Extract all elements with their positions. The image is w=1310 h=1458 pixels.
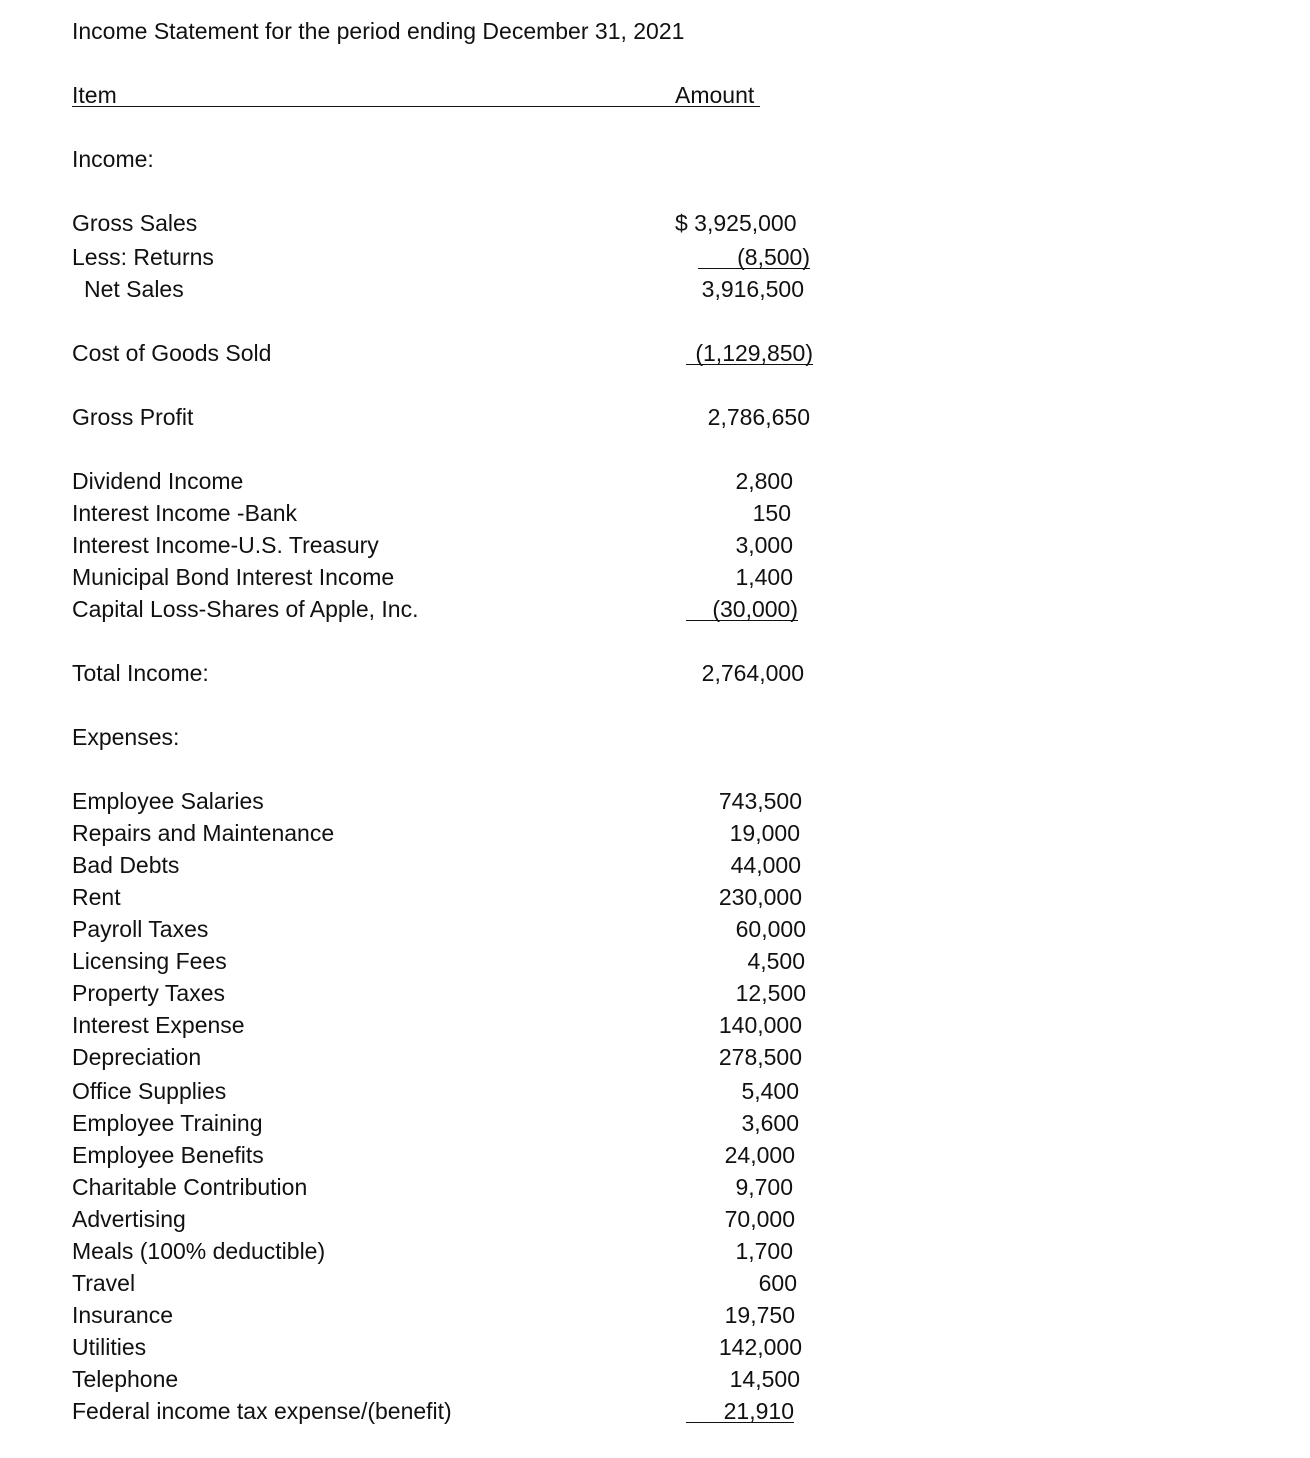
expense-amount: 278,500 <box>718 1044 802 1070</box>
expense-label: Travel <box>72 1270 136 1296</box>
income-section-heading: Income: <box>72 146 154 172</box>
expense-label: Repairs and Maintenance <box>72 820 335 846</box>
other-income-amount: 2,800 <box>735 468 793 494</box>
expense-amount: 5,400 <box>741 1078 799 1104</box>
gross-profit-amount: 2,786,650 <box>707 404 810 430</box>
returns-label: Less: Returns <box>72 244 214 270</box>
page-title: Income Statement for the period ending December 31, 2021 <box>72 18 685 44</box>
other-income-amount: 1,400 <box>735 564 793 590</box>
net-sales-amount: 3,916,500 <box>701 276 804 302</box>
expense-amount: 44,000 <box>730 852 801 878</box>
header-underline <box>72 106 760 107</box>
expense-amount: 1,700 <box>735 1238 793 1264</box>
expense-amount: 60,000 <box>735 916 806 942</box>
expense-label: Charitable Contribution <box>72 1174 308 1200</box>
expense-amount: 743,500 <box>718 788 802 814</box>
expense-amount: 21,910 <box>723 1398 794 1424</box>
expense-label: Payroll Taxes <box>72 916 209 942</box>
expense-label: Advertising <box>72 1206 186 1232</box>
gross-sales-amount: $ 3,925,000 <box>675 210 797 236</box>
amount-column-header: Amount <box>675 82 755 108</box>
total-income-label: Total Income: <box>72 660 209 686</box>
expense-label: Meals (100% deductible) <box>72 1238 326 1264</box>
expense-amount: 140,000 <box>718 1012 802 1038</box>
other-income-label: Municipal Bond Interest Income <box>72 564 395 590</box>
expense-amount: 142,000 <box>718 1334 802 1360</box>
other-income-amount: (30,000) <box>712 596 798 622</box>
expense-label: Depreciation <box>72 1044 202 1070</box>
expense-label: Insurance <box>72 1302 174 1328</box>
expense-label: Property Taxes <box>72 980 225 1006</box>
expenses-underline <box>686 1422 794 1423</box>
other-income-label: Interest Income -Bank <box>72 500 297 526</box>
gross-sales-label: Gross Sales <box>72 210 198 236</box>
cogs-amount: (1,129,850) <box>695 340 813 366</box>
expense-label: Office Supplies <box>72 1078 227 1104</box>
expense-amount: 12,500 <box>735 980 806 1006</box>
expense-label: Interest Expense <box>72 1012 245 1038</box>
returns-underline <box>698 268 810 269</box>
expense-amount: 4,500 <box>747 948 805 974</box>
other-income-label: Dividend Income <box>72 468 244 494</box>
expense-label: Licensing Fees <box>72 948 227 974</box>
expense-label: Federal income tax expense/(benefit) <box>72 1398 452 1424</box>
total-income-amount: 2,764,000 <box>701 660 804 686</box>
expense-label: Bad Debts <box>72 852 180 878</box>
net-sales-label: Net Sales <box>84 276 184 302</box>
expense-amount: 24,000 <box>724 1142 795 1168</box>
expense-amount: 600 <box>758 1270 797 1296</box>
returns-amount: (8,500) <box>737 244 810 270</box>
expense-amount: 3,600 <box>741 1110 799 1136</box>
expense-amount: 70,000 <box>724 1206 795 1232</box>
other-income-label: Capital Loss-Shares of Apple, Inc. <box>72 596 419 622</box>
other-income-underline <box>686 620 798 621</box>
other-income-amount: 150 <box>752 500 791 526</box>
other-income-amount: 3,000 <box>735 532 793 558</box>
expense-label: Telephone <box>72 1366 179 1392</box>
other-income-label: Interest Income-U.S. Treasury <box>72 532 379 558</box>
expense-amount: 14,500 <box>729 1366 800 1392</box>
expense-label: Utilities <box>72 1334 147 1360</box>
expense-amount: 230,000 <box>718 884 802 910</box>
expenses-section-heading: Expenses: <box>72 724 180 750</box>
expense-amount: 19,750 <box>724 1302 795 1328</box>
expense-amount: 19,000 <box>729 820 800 846</box>
gross-profit-label: Gross Profit <box>72 404 194 430</box>
item-column-header: Item <box>72 82 117 108</box>
expense-label: Rent <box>72 884 121 910</box>
cogs-underline <box>686 364 813 365</box>
expense-label: Employee Training <box>72 1110 263 1136</box>
cogs-label: Cost of Goods Sold <box>72 340 272 366</box>
expense-label: Employee Salaries <box>72 788 264 814</box>
expense-label: Employee Benefits <box>72 1142 264 1168</box>
expense-amount: 9,700 <box>735 1174 793 1200</box>
